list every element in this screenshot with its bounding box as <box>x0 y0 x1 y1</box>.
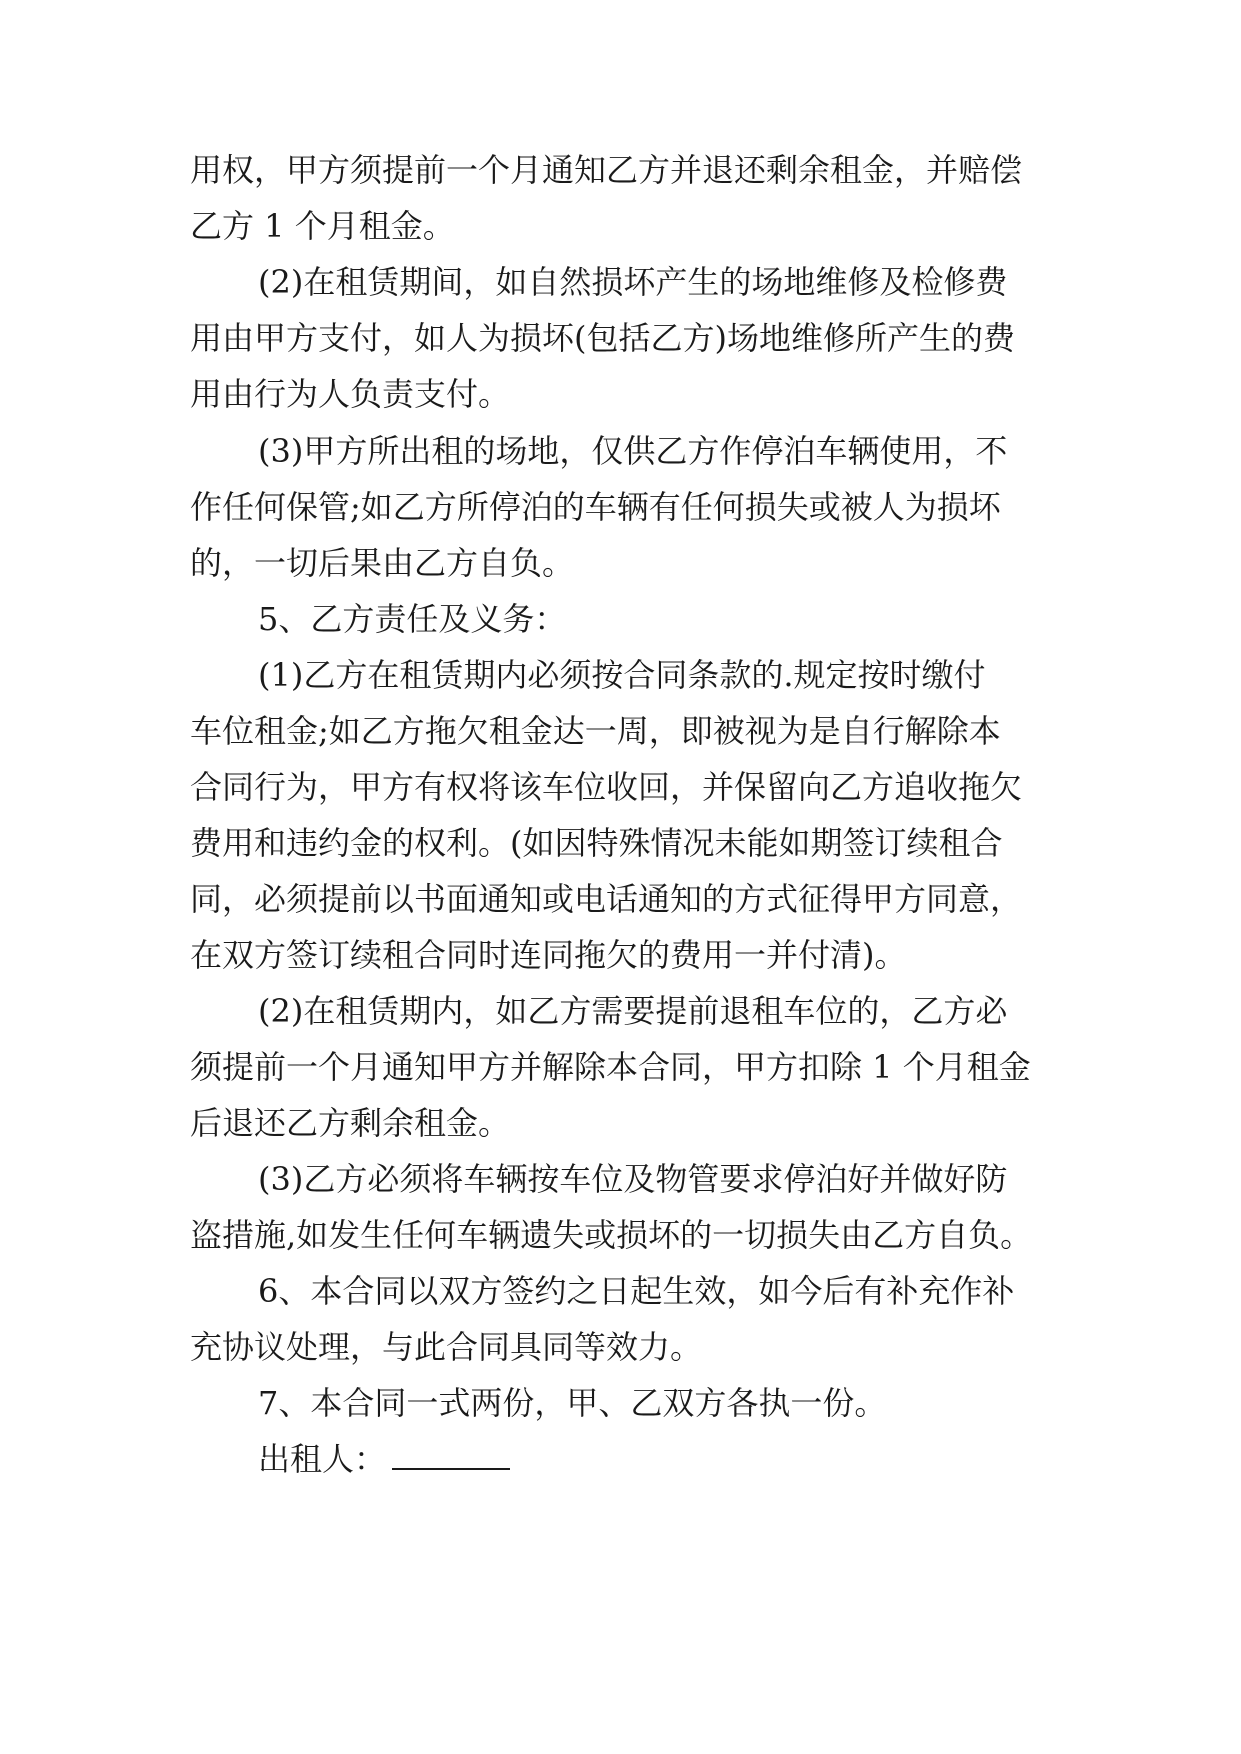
text-line: 须提前一个月通知甲方并解除本合同，甲方扣除 1 个月租金 <box>190 1048 1031 1086</box>
text-line: 车位租金;如乙方拖欠租金达一周，即被视为是自行解除本 <box>190 712 1001 750</box>
text-line: 合同行为，甲方有权将该车位收回，并保留向乙方追收拖欠 <box>190 768 1023 806</box>
text-line: 用权，甲方须提前一个月通知乙方并退还剩余租金，并赔偿 <box>190 151 1023 189</box>
text-line: (3)甲方所出租的场地，仅供乙方作停泊车辆使用，不 <box>258 432 1008 470</box>
text-line: 后退还乙方剩余租金。 <box>190 1104 511 1142</box>
text-line: (2)在租赁期内，如乙方需要提前退租车位的，乙方必 <box>258 992 1008 1030</box>
signature-blank <box>392 1446 510 1470</box>
text-line: 的，一切后果由乙方自负。 <box>190 544 575 582</box>
text-line: 6、本合同以双方签约之日起生效，如今后有补充作补 <box>258 1272 1015 1310</box>
text-line: 费用和违约金的权利。(如因特殊情况未能如期签订续租合 <box>190 824 1003 862</box>
text-line: (1)乙方在租赁期内必须按合同条款的.规定按时缴付 <box>258 656 986 694</box>
text-line: 用由行为人负责支付。 <box>190 375 511 413</box>
text-line: (3)乙方必须将车辆按车位及物管要求停泊好并做好防 <box>258 1160 1008 1198</box>
section-heading: 5、乙方责任及义务： <box>258 600 567 638</box>
text-line: 盗措施,如发生任何车辆遗失或损坏的一切损失由乙方自负。 <box>190 1216 1033 1254</box>
text-line: 作任何保管;如乙方所停泊的车辆有任何损失或被人为损坏 <box>190 488 1001 526</box>
text-line: 7、本合同一式两份，甲、乙双方各执一份。 <box>258 1384 887 1422</box>
text-line: 同，必须提前以书面通知或电话通知的方式征得甲方同意， <box>190 880 1023 918</box>
text-line: 乙方 1 个月租金。 <box>190 207 455 245</box>
text-line: (2)在租赁期间，如自然损坏产生的场地维修及检修费 <box>258 263 1008 301</box>
lessor-label: 出租人： <box>258 1440 387 1478</box>
signature-line <box>258 1439 510 1479</box>
text-line: 充协议处理，与此合同具同等效力。 <box>190 1328 703 1366</box>
text-line: 在双方签订续租合同时连同拖欠的费用一并付清)。 <box>190 936 907 974</box>
text-line: 用由甲方支付，如人为损坏(包括乙方)场地维修所产生的费 <box>190 319 1015 357</box>
